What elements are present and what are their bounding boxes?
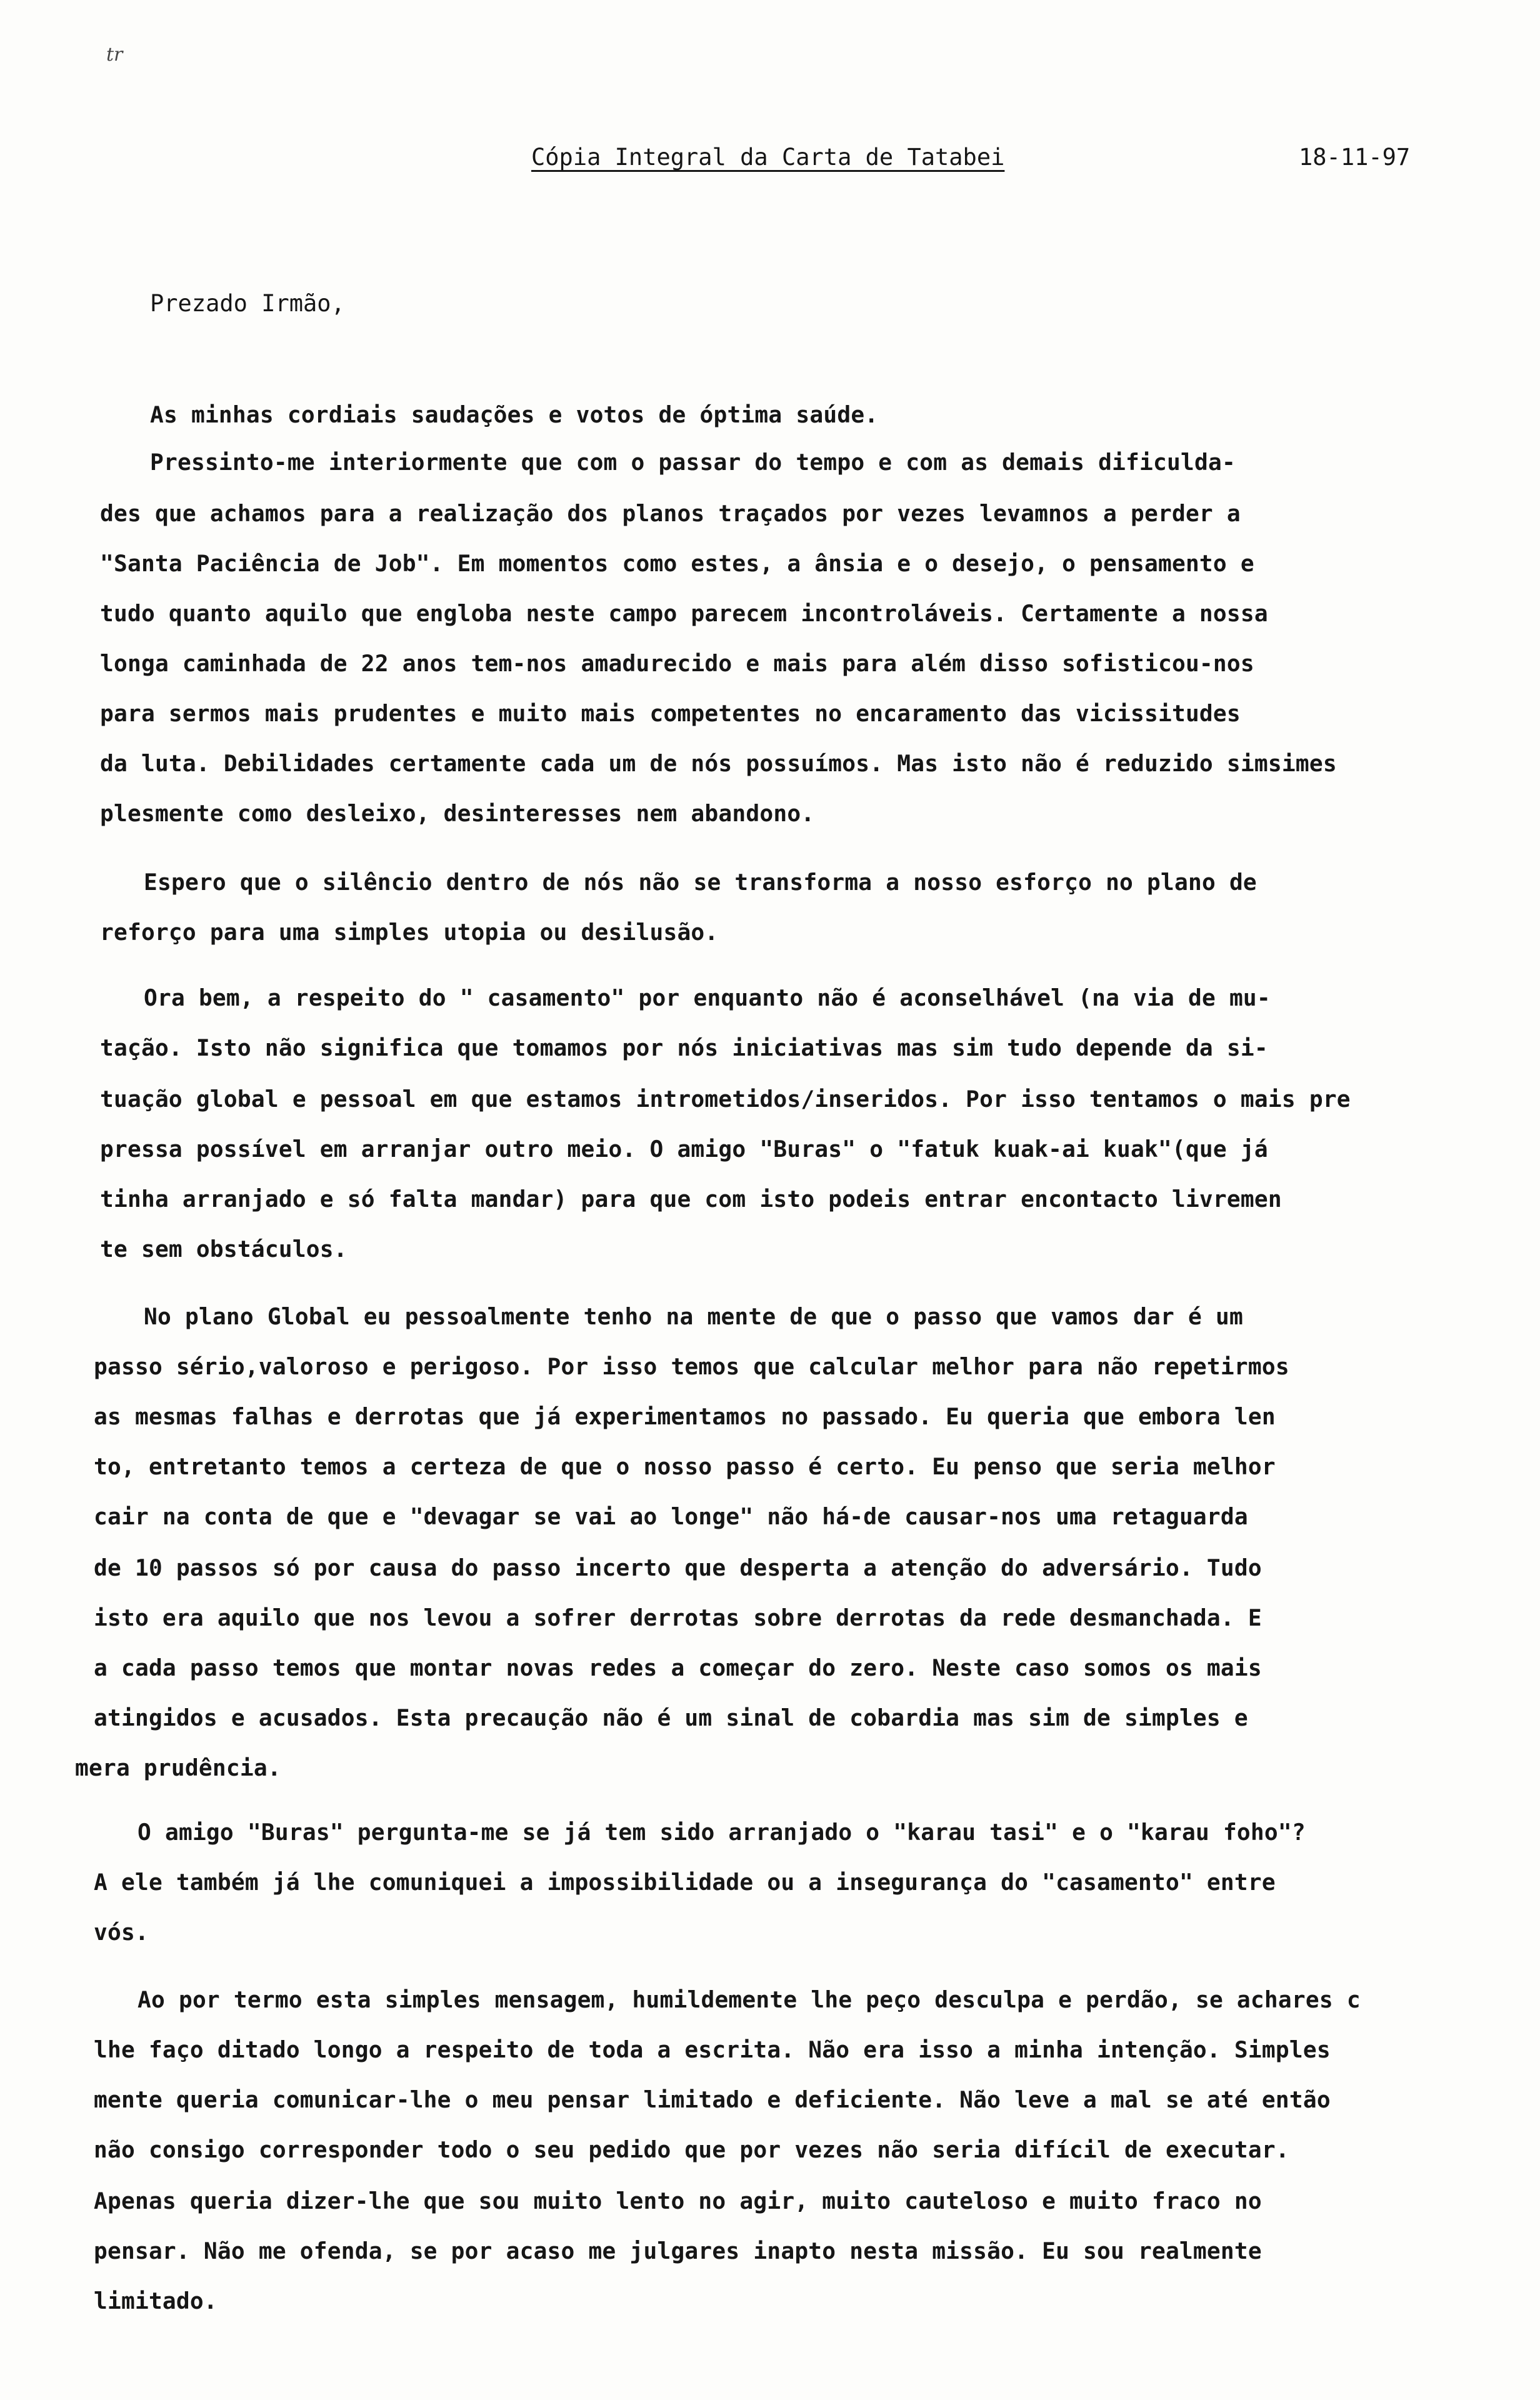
paragraph-6-line-3: vós.	[94, 1919, 149, 1946]
corner-mark: tr	[106, 44, 123, 66]
paragraph-4-line-3: tuação global e pessoal em que estamos intrometidos/inseridos. Por isso tentamos o mais pre	[100, 1086, 1351, 1112]
paragraph-5-line-9: atingidos e acusados. Esta precaução não é um sinal de cobardia mas sim de simples e	[94, 1704, 1248, 1731]
paragraph-4-line-2: tação. Isto não significa que tomamos por nós iniciativas mas sim tudo depende da si-	[100, 1034, 1268, 1061]
letter-greeting: Prezado Irmão,	[150, 290, 345, 317]
paragraph-2-line-1: Pressinto-me interiormente que com o passar do tempo e com as demais dificulda-	[150, 449, 1236, 476]
paragraph-5-line-2: passo sério,valoroso e perigoso. Por isso temos que calcular melhor para não repetirmos	[94, 1353, 1289, 1380]
letter-date: 18-11-97	[1299, 144, 1411, 171]
paragraph-6-line-1: O amigo "Buras" pergunta-me se já tem sido arranjado o "karau tasi" e o "karau foho"?	[138, 1819, 1306, 1846]
paragraph-1-line-1: As minhas cordiais saudações e votos de óptima saúde.	[150, 401, 879, 428]
paragraph-7-line-6: pensar. Não me ofenda, se por acaso me julgares inapto nesta missão. Eu sou realmente	[94, 2238, 1262, 2264]
paragraph-3-line-1: Espero que o silêncio dentro de nós não se transforma a nosso esforço no plano de	[144, 869, 1257, 896]
letter-title: Cópia Integral da Carta de Tatabei	[531, 144, 1005, 171]
paragraph-4-line-1: Ora bem, a respeito do " casamento" por enquanto não é aconselhável (na via de mu-	[144, 984, 1271, 1011]
paragraph-7-line-5: Apenas queria dizer-lhe que sou muito lento no agir, muito cauteloso e muito fraco no	[94, 2188, 1262, 2214]
paragraph-4-line-6: te sem obstáculos.	[100, 1236, 348, 1262]
paragraph-4-line-5: tinha arranjado e só falta mandar) para que com isto podeis entrar encontacto livremen	[100, 1186, 1282, 1212]
paragraph-3-line-2: reforço para uma simples utopia ou desilusão.	[100, 919, 719, 946]
paragraph-5-line-10: mera prudência.	[75, 1754, 281, 1781]
paragraph-7-line-1: Ao por termo esta simples mensagem, humildemente lhe peço desculpa e perdão, se achares c	[138, 1986, 1361, 2013]
paragraph-2-line-7: da luta. Debilidades certamente cada um de nós possuímos. Mas isto não é reduzido simsimes	[100, 750, 1337, 777]
paragraph-5-line-1: No plano Global eu pessoalmente tenho na mente de que o passo que vamos dar é um	[144, 1303, 1243, 1330]
paragraph-2-line-6: para sermos mais prudentes e muito mais competentes no encaramento das vicissitudes	[100, 700, 1241, 727]
paragraph-4-line-4: pressa possível em arranjar outro meio. O amigo "Buras" o "fatuk kuak-ai kuak"(que já	[100, 1136, 1268, 1162]
paragraph-5-line-7: isto era aquilo que nos levou a sofrer derrotas sobre derrotas da rede desmanchada. E	[94, 1604, 1262, 1631]
paragraph-5-line-3: as mesmas falhas e derrotas que já experimentamos no passado. Eu queria que embora len	[94, 1403, 1276, 1430]
paragraph-7-line-2: lhe faço ditado longo a respeito de toda a escrita. Não era isso a minha intenção. Simples	[94, 2036, 1331, 2063]
paragraph-5-line-4: to, entretanto temos a certeza de que o nosso passo é certo. Eu penso que seria melhor	[94, 1453, 1276, 1480]
paragraph-5-line-6: de 10 passos só por causa do passo incerto que desperta a atenção do adversário. Tudo	[94, 1554, 1262, 1581]
paragraph-2-line-5: longa caminhada de 22 anos tem-nos amadurecido e mais para além disso sofisticou-nos	[100, 650, 1254, 677]
paragraph-2-line-3: "Santa Paciência de Job". Em momentos como estes, a ânsia e o desejo, o pensamento e	[100, 550, 1254, 577]
paragraph-5-line-8: a cada passo temos que montar novas redes a começar do zero. Neste caso somos os mais	[94, 1654, 1262, 1681]
paragraph-2-line-8: plesmente como desleixo, desinteresses nem abandono.	[100, 800, 815, 827]
paragraph-7-line-4: não consigo corresponder todo o seu pedido que por vezes não seria difícil de executar.	[94, 2136, 1289, 2163]
paragraph-5-line-5: cair na conta de que e "devagar se vai ao longe" não há-de causar-nos uma retaguarda	[94, 1503, 1248, 1530]
paragraph-2-line-4: tudo quanto aquilo que engloba neste campo parecem incontroláveis. Certamente a nossa	[100, 600, 1268, 627]
paragraph-2-line-2: des que achamos para a realização dos planos traçados por vezes levamnos a perder a	[100, 500, 1241, 527]
paragraph-6-line-2: A ele também já lhe comuniquei a impossibilidade ou a insegurança do "casamento" entre	[94, 1869, 1276, 1896]
paragraph-7-line-7: limitado.	[94, 2288, 218, 2314]
paragraph-7-line-3: mente queria comunicar-lhe o meu pensar limitado e deficiente. Não leve a mal se até então	[94, 2086, 1331, 2113]
